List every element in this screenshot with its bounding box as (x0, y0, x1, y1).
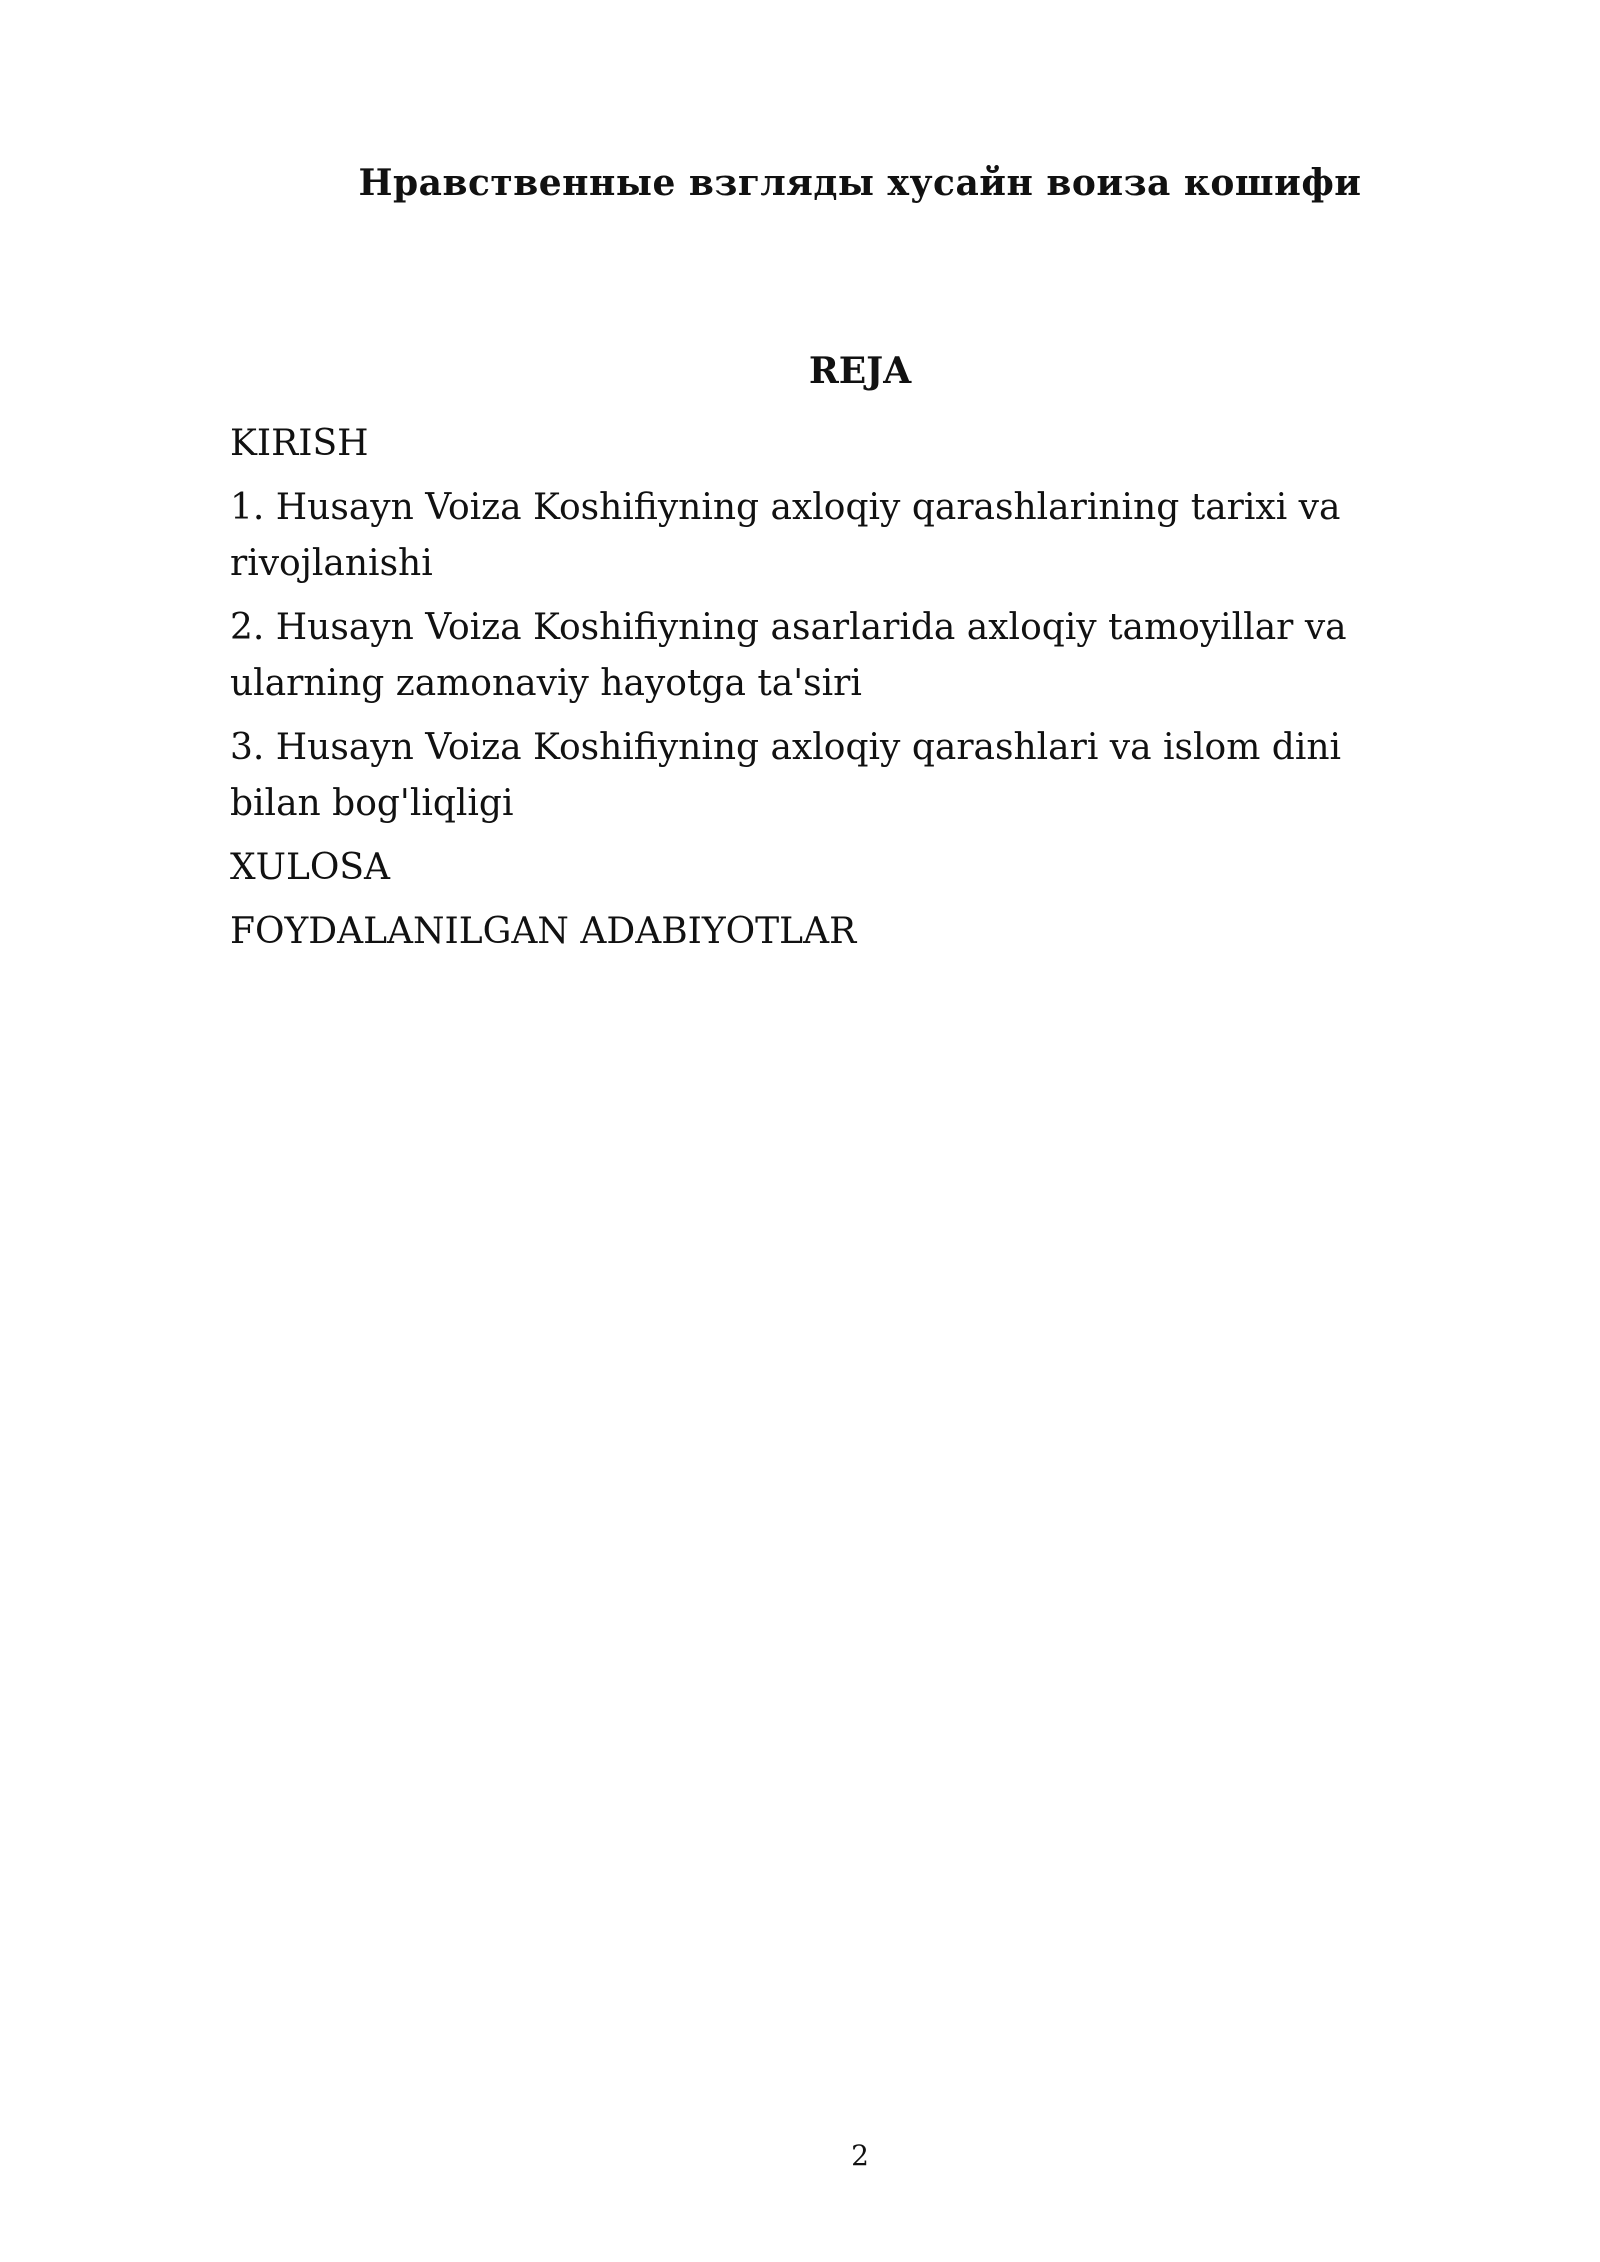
plan-item-section-3: 3. Husayn Voiza Koshifiyning axloqiy qarashlari va islom dini bilan bog'liqligi (230, 727, 1342, 824)
document-title: Нравственные взгляды хусайн воиза кошифи (358, 162, 1362, 204)
plan-heading: REJA (808, 350, 912, 392)
page-number: 2 (851, 2139, 869, 2172)
plan-item-section-1: 1. Husayn Voiza Koshifiyning axloqiy qarashlarining tarixi va rivojlanishi (230, 487, 1341, 584)
plan-item-references: FOYDALANILGAN ADABIYOTLAR (230, 911, 857, 952)
plan-item-section-2: 2. Husayn Voiza Koshifiyning asarlarida axloqiy tamoyillar va ularning zamonaviy hayotga ta'siri (230, 607, 1347, 704)
plan-item-introduction: KIRISH (230, 423, 369, 464)
plan-list (230, 416, 1430, 968)
plan-item-conclusion: XULOSA (230, 847, 391, 888)
